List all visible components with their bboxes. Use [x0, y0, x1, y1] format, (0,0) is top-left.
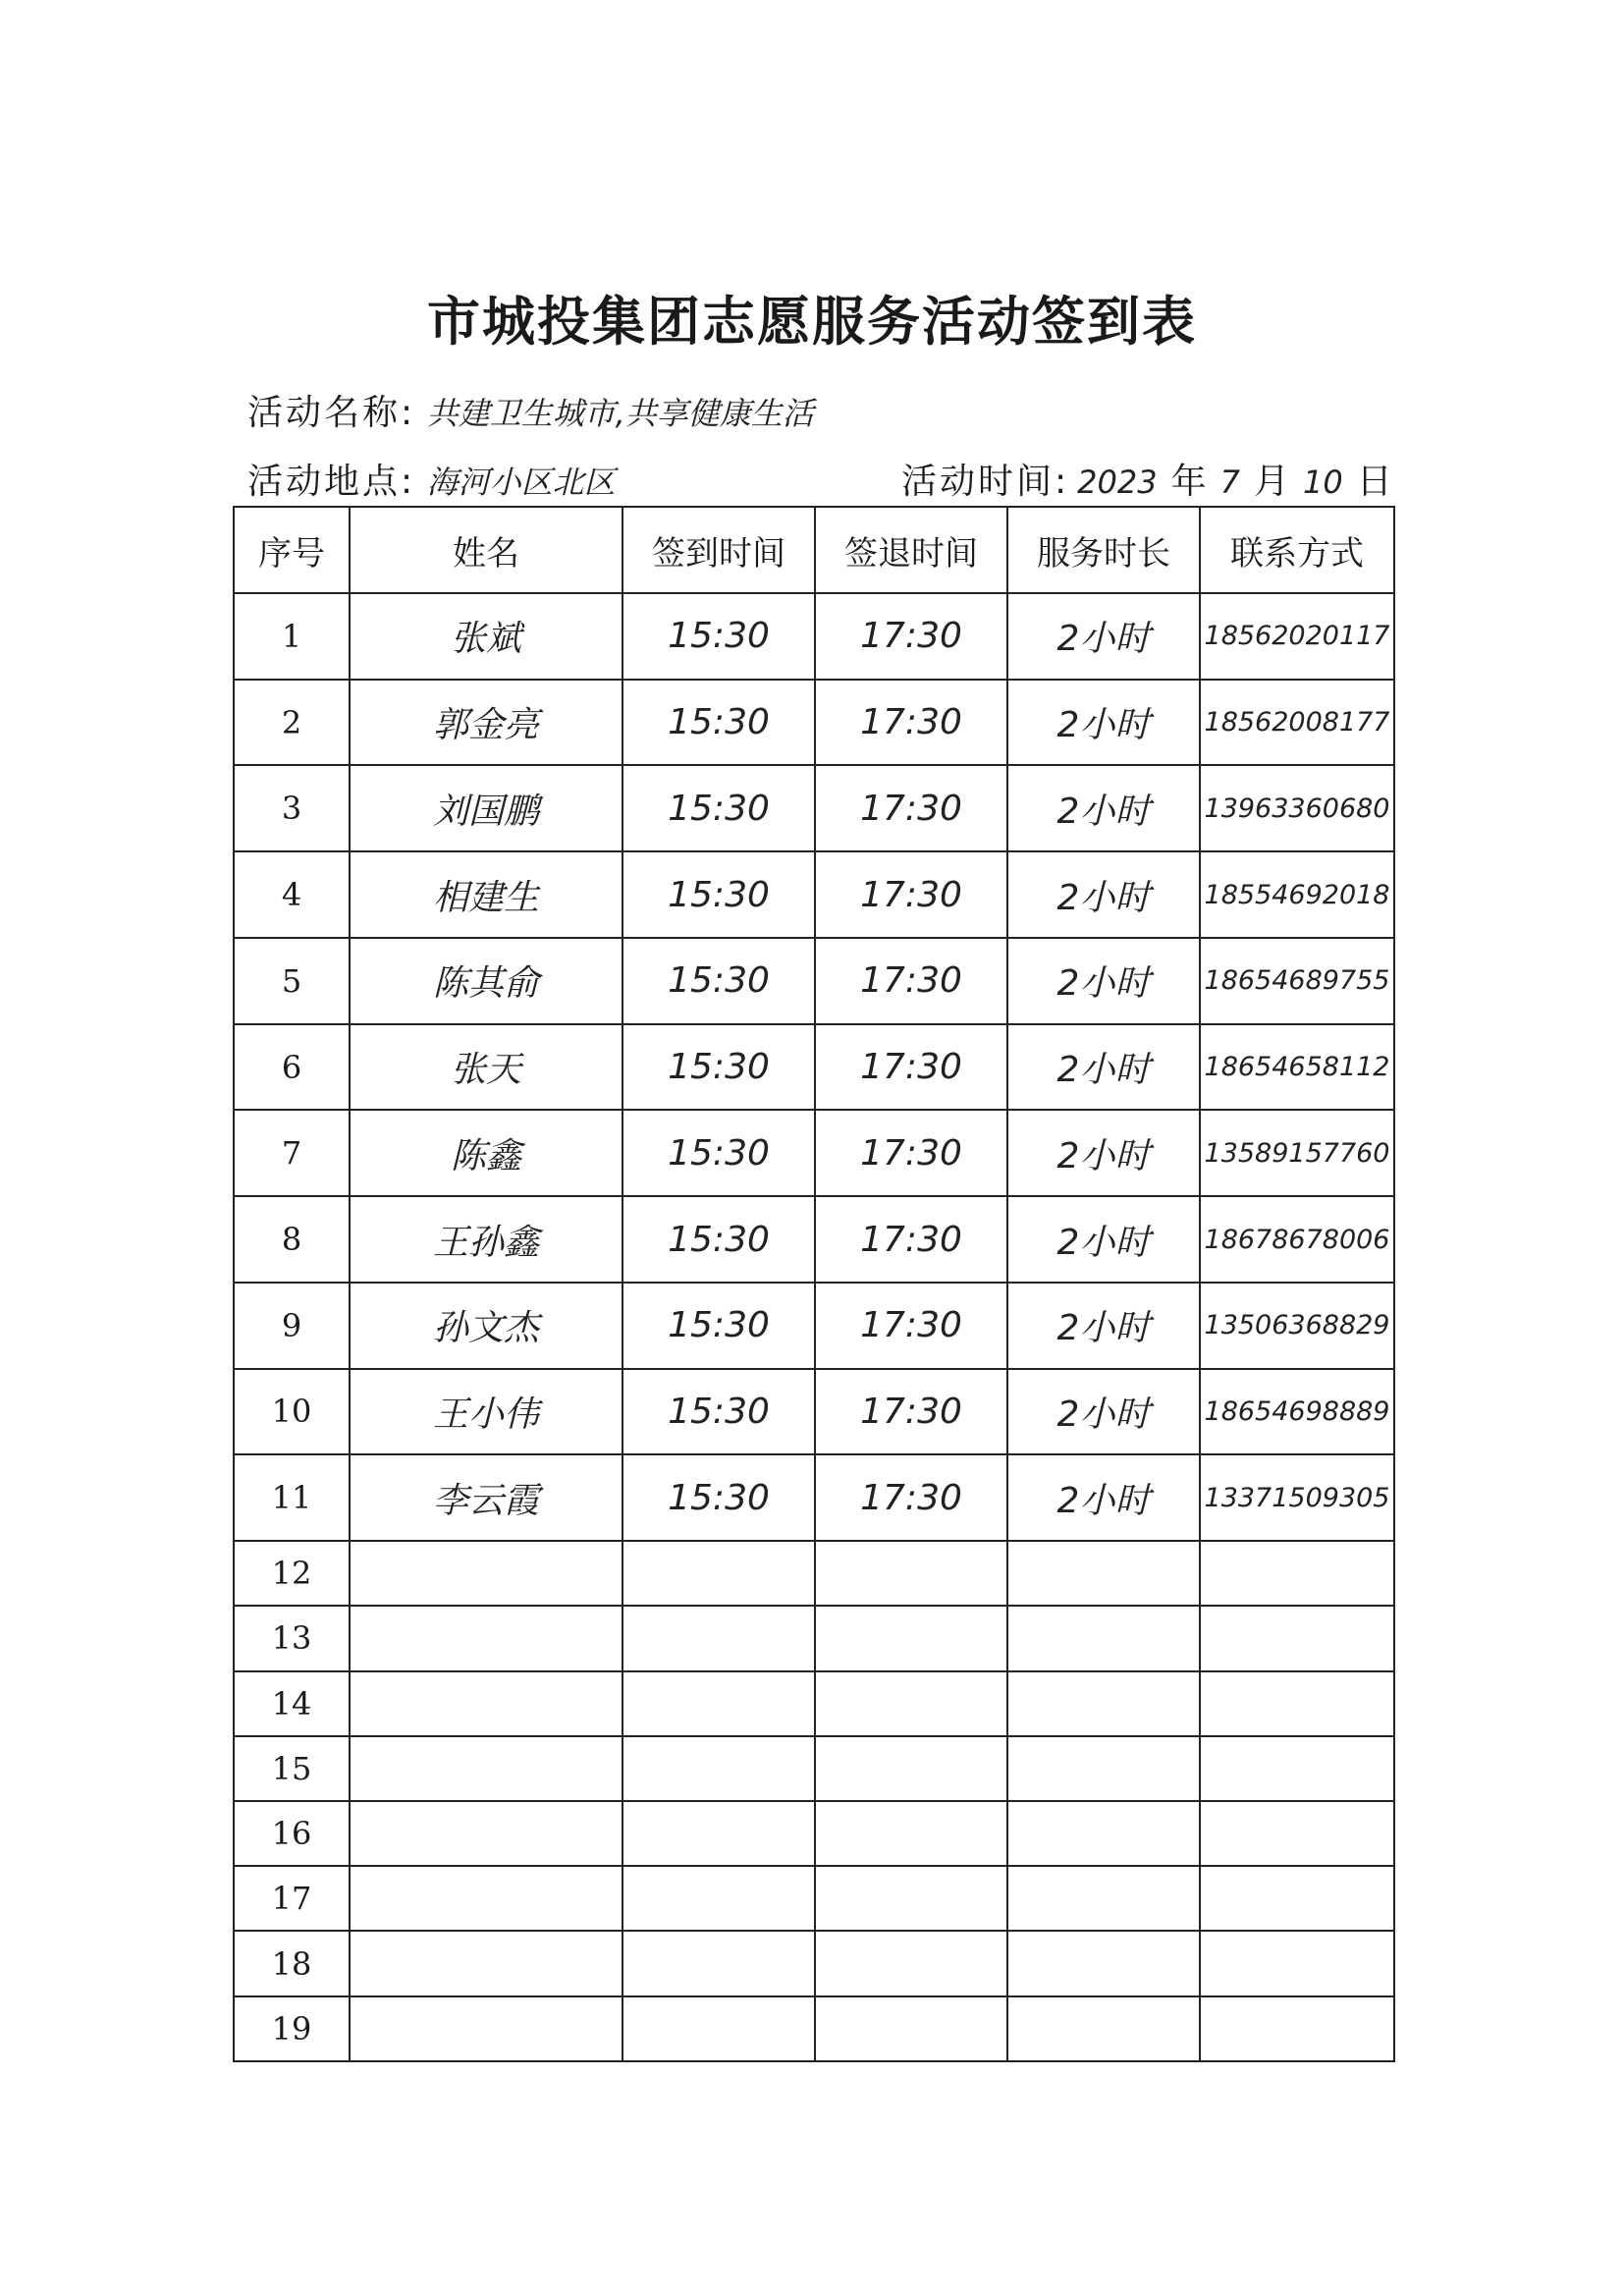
row-seq: 13 — [234, 1606, 350, 1670]
row-name: 王孙鑫 — [350, 1196, 623, 1283]
table-row — [234, 1931, 1394, 1995]
row-sign-out-time — [815, 1996, 1007, 2061]
row-contact: 18654658112 — [1200, 1024, 1394, 1111]
table-row — [234, 593, 1394, 680]
table-row — [234, 765, 1394, 851]
row-seq: 2 — [234, 680, 350, 766]
row-seq: 11 — [234, 1454, 350, 1541]
row-service-duration: 2小时 — [1007, 851, 1200, 938]
row-name: 相建生 — [350, 851, 623, 938]
activity-name-label: 活动名称: — [247, 393, 416, 433]
row-sign-out-time: 17:30 — [815, 1024, 1007, 1111]
table-row — [234, 1024, 1394, 1111]
table-row — [234, 1283, 1394, 1369]
row-sign-out-time: 17:30 — [815, 1196, 1007, 1283]
row-seq: 3 — [234, 765, 350, 851]
row-name — [350, 1606, 623, 1670]
table-row — [234, 1736, 1394, 1801]
row-contact: 18654698889 — [1200, 1369, 1394, 1455]
row-name: 张天 — [350, 1024, 623, 1111]
sign-in-table — [233, 506, 1395, 2062]
table-row — [234, 1801, 1394, 1866]
row-service-duration — [1007, 1931, 1200, 1995]
row-service-duration — [1007, 1671, 1200, 1736]
row-name — [350, 1671, 623, 1736]
row-seq: 14 — [234, 1671, 350, 1736]
row-contact: 13963360680 — [1200, 765, 1394, 851]
row-name: 刘国鹏 — [350, 765, 623, 851]
row-name — [350, 1866, 623, 1931]
row-sign-in-time: 15:30 — [623, 938, 815, 1024]
row-name: 陈鑫 — [350, 1110, 623, 1196]
activity-name-line — [247, 385, 814, 435]
row-service-duration — [1007, 1996, 1200, 2061]
row-contact: 13371509305 — [1200, 1454, 1394, 1541]
table-row — [234, 938, 1394, 1024]
row-service-duration — [1007, 1606, 1200, 1670]
row-sign-out-time: 17:30 — [815, 1283, 1007, 1369]
row-sign-out-time: 17:30 — [815, 1110, 1007, 1196]
row-name: 孙文杰 — [350, 1283, 623, 1369]
header-sign-in-time: 签到时间 — [623, 507, 815, 593]
table-row — [234, 1454, 1394, 1541]
header-seq: 序号 — [234, 507, 350, 593]
row-seq: 5 — [234, 938, 350, 1024]
row-service-duration — [1007, 1801, 1200, 1866]
row-name: 张斌 — [350, 593, 623, 680]
row-name — [350, 1996, 623, 2061]
activity-year-value: 2023 — [1077, 464, 1158, 501]
activity-month-unit: 月 — [1253, 462, 1289, 502]
row-seq: 12 — [234, 1541, 350, 1606]
row-sign-in-time — [623, 1996, 815, 2061]
row-sign-out-time: 17:30 — [815, 851, 1007, 938]
table-row — [234, 1110, 1394, 1196]
row-seq: 15 — [234, 1736, 350, 1801]
row-seq: 16 — [234, 1801, 350, 1866]
row-sign-out-time — [815, 1736, 1007, 1801]
row-sign-in-time: 15:30 — [623, 851, 815, 938]
row-contact — [1200, 1931, 1394, 1995]
document-title: 市城投集团志愿服务活动签到表 — [427, 290, 1197, 353]
row-sign-in-time: 15:30 — [623, 765, 815, 851]
row-contact — [1200, 1866, 1394, 1931]
row-service-duration: 2小时 — [1007, 1024, 1200, 1111]
row-contact: 18654689755 — [1200, 938, 1394, 1024]
row-sign-in-time: 15:30 — [623, 1024, 815, 1111]
row-contact: 18678678006 — [1200, 1196, 1394, 1283]
row-sign-in-time — [623, 1606, 815, 1670]
row-service-duration: 2小时 — [1007, 593, 1200, 680]
row-seq: 6 — [234, 1024, 350, 1111]
table-row — [234, 1671, 1394, 1736]
row-sign-out-time — [815, 1931, 1007, 1995]
activity-place-line — [247, 454, 616, 504]
row-contact — [1200, 1736, 1394, 1801]
row-service-duration: 2小时 — [1007, 1196, 1200, 1283]
row-contact: 13506368829 — [1200, 1283, 1394, 1369]
row-seq: 1 — [234, 593, 350, 680]
row-contact — [1200, 1606, 1394, 1670]
table-row — [234, 1866, 1394, 1931]
row-sign-in-time — [623, 1931, 815, 1995]
row-sign-out-time — [815, 1541, 1007, 1606]
row-sign-out-time: 17:30 — [815, 938, 1007, 1024]
activity-time-label: 活动时间: — [901, 462, 1070, 502]
row-sign-out-time — [815, 1801, 1007, 1866]
header-service-duration: 服务时长 — [1007, 507, 1200, 593]
activity-day-value: 10 — [1302, 464, 1343, 501]
table-row — [234, 1996, 1394, 2061]
row-sign-in-time: 15:30 — [623, 1283, 815, 1369]
row-seq: 9 — [234, 1283, 350, 1369]
row-service-duration — [1007, 1541, 1200, 1606]
row-seq: 8 — [234, 1196, 350, 1283]
row-name — [350, 1736, 623, 1801]
row-sign-in-time: 15:30 — [623, 1110, 815, 1196]
table-row — [234, 1606, 1394, 1670]
row-name — [350, 1541, 623, 1606]
activity-day-unit: 日 — [1356, 462, 1392, 502]
row-contact: 18554692018 — [1200, 851, 1394, 938]
row-contact — [1200, 1996, 1394, 2061]
row-sign-in-time: 15:30 — [623, 1196, 815, 1283]
row-name: 王小伟 — [350, 1369, 623, 1455]
header-contact: 联系方式 — [1200, 507, 1394, 593]
row-seq: 4 — [234, 851, 350, 938]
activity-place-label: 活动地点: — [247, 462, 416, 502]
table-row — [234, 1196, 1394, 1283]
row-sign-in-time — [623, 1801, 815, 1866]
row-service-duration — [1007, 1736, 1200, 1801]
row-name: 李云霞 — [350, 1454, 623, 1541]
row-service-duration: 2小时 — [1007, 1454, 1200, 1541]
activity-place-value: 海河小区北区 — [426, 464, 616, 501]
row-contact: 18562020117 — [1200, 593, 1394, 680]
row-sign-out-time: 17:30 — [815, 1369, 1007, 1455]
row-service-duration — [1007, 1866, 1200, 1931]
row-contact — [1200, 1671, 1394, 1736]
row-name: 郭金亮 — [350, 680, 623, 766]
table-row — [234, 1369, 1394, 1455]
row-service-duration: 2小时 — [1007, 680, 1200, 766]
row-seq: 19 — [234, 1996, 350, 2061]
table-row — [234, 1541, 1394, 1606]
row-sign-in-time — [623, 1736, 815, 1801]
row-sign-in-time: 15:30 — [623, 1369, 815, 1455]
row-sign-out-time: 17:30 — [815, 1454, 1007, 1541]
row-contact: 13589157760 — [1200, 1110, 1394, 1196]
row-contact — [1200, 1801, 1394, 1866]
row-sign-out-time: 17:30 — [815, 680, 1007, 766]
table-header-row — [234, 507, 1394, 593]
row-contact — [1200, 1541, 1394, 1606]
table-body — [234, 593, 1394, 2061]
row-name — [350, 1801, 623, 1866]
row-sign-in-time — [623, 1541, 815, 1606]
row-sign-out-time: 17:30 — [815, 765, 1007, 851]
row-sign-out-time — [815, 1866, 1007, 1931]
row-seq: 10 — [234, 1369, 350, 1455]
row-sign-in-time: 15:30 — [623, 680, 815, 766]
row-name: 陈其俞 — [350, 938, 623, 1024]
row-seq: 17 — [234, 1866, 350, 1931]
table-row — [234, 680, 1394, 766]
row-contact: 18562008177 — [1200, 680, 1394, 766]
row-service-duration: 2小时 — [1007, 938, 1200, 1024]
activity-year-unit: 年 — [1170, 462, 1207, 502]
row-service-duration: 2小时 — [1007, 1283, 1200, 1369]
row-seq: 18 — [234, 1931, 350, 1995]
row-sign-out-time: 17:30 — [815, 593, 1007, 680]
row-seq: 7 — [234, 1110, 350, 1196]
activity-month-value: 7 — [1219, 464, 1240, 501]
row-sign-in-time: 15:30 — [623, 593, 815, 680]
row-sign-out-time — [815, 1606, 1007, 1670]
row-service-duration: 2小时 — [1007, 765, 1200, 851]
header-sign-out-time: 签退时间 — [815, 507, 1007, 593]
header-name: 姓名 — [350, 507, 623, 593]
row-service-duration: 2小时 — [1007, 1369, 1200, 1455]
activity-time-line — [901, 454, 1406, 504]
row-sign-out-time — [815, 1671, 1007, 1736]
row-name — [350, 1931, 623, 1995]
row-sign-in-time — [623, 1866, 815, 1931]
row-sign-in-time — [623, 1671, 815, 1736]
table-row — [234, 851, 1394, 938]
row-sign-in-time: 15:30 — [623, 1454, 815, 1541]
row-service-duration: 2小时 — [1007, 1110, 1200, 1196]
activity-name-value: 共建卫生城市,共享健康生活 — [426, 395, 814, 432]
